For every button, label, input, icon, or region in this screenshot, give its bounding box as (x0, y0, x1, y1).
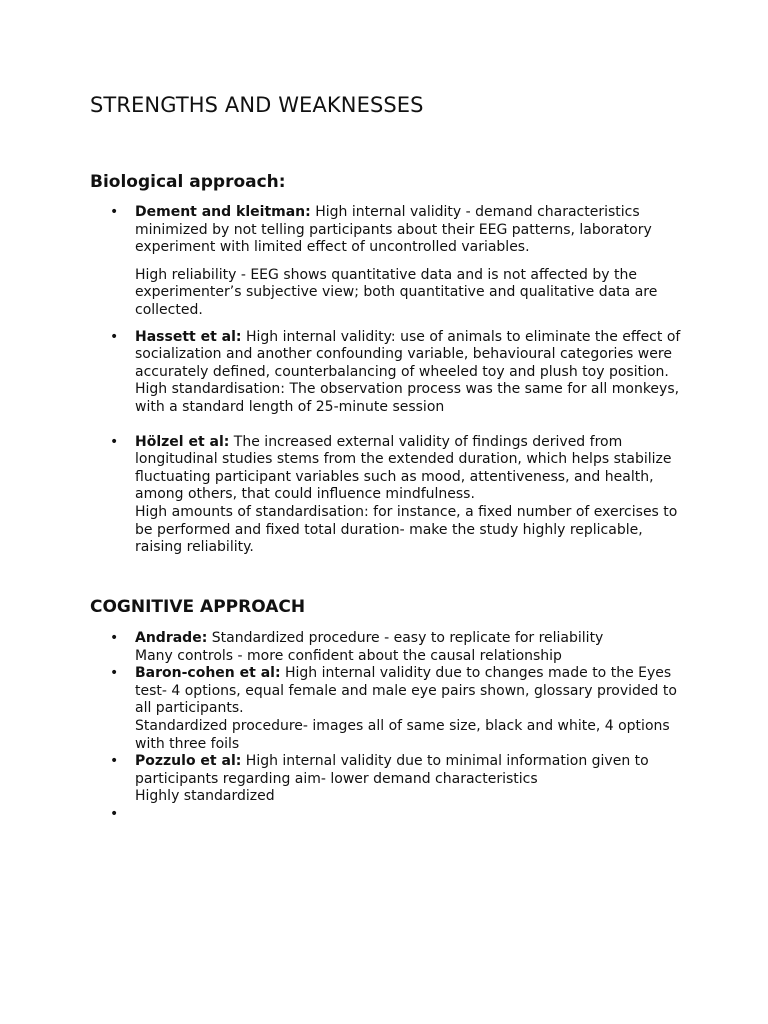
bullet: • (110, 433, 119, 450)
list-item (110, 753, 690, 806)
list-item (110, 329, 690, 417)
study-name: Baron-cohen et al: (135, 665, 281, 682)
list-item (110, 630, 690, 665)
study-extra: High reliability - EEG shows quantitative data and is not affected by the experimenter’s subjective view; both quantitative and qualitative data are collected. (135, 266, 658, 318)
study-extra: High amounts of standardisation: for instance, a fixed number of exercises to be performed and fixed total duration- make the study highly replicable, raising reliability. (135, 503, 678, 556)
study-text: High internal validity - demand characteristics minimized by not telling participants about their EEG patterns, laboratory experiment with limited effect of uncontrolled variables. (135, 204, 652, 256)
study-extra: Standardized procedure- images all of same size, black and white, 4 options with three foils (135, 717, 670, 752)
bullet: • (110, 328, 119, 345)
study-extra: Many controls - more confident about the causal relationship (135, 647, 562, 664)
study-extra: High standardisation: The observation process was the same for all monkeys, with a standard length of 25-minute session (135, 381, 680, 415)
study-text: High internal validity due to changes made to the Eyes test- 4 options, equal female and male eye pairs shown, glossary provided to all participants. (135, 665, 677, 717)
bullet: • (110, 204, 119, 220)
study-text: Standardized procedure - easy to replicate for reliability (207, 630, 604, 646)
bullet: • (110, 805, 119, 822)
list-item (110, 665, 690, 753)
study-name: Dement and kleitman: (135, 204, 311, 220)
cognitive-study-list (110, 630, 690, 824)
study-text: The increased external validity of findings derived from longitudinal studies stems from the extended duration, which helps stabilize fluctuating participant variables such as mood, attentiveness, and health, among others, that could influence mindfulness. (135, 433, 672, 503)
study-name: Hassett et al: (135, 328, 242, 345)
list-item (110, 434, 690, 557)
biological-study-list (110, 204, 690, 557)
section-heading-cognitive: COGNITIVE APPROACH (90, 597, 306, 617)
study-text: High internal validity: use of animals to eliminate the effect of socialization and another confounding variable, behavioural categories were accurately defined, counterbalancing of wheeled toy and plush toy position. (135, 328, 681, 380)
page-title: STRENGTHS AND WEAKNESSES (90, 93, 424, 117)
list-item (110, 204, 690, 320)
section-heading-biological: Biological approach: (90, 172, 286, 192)
study-name: Hölzel et al: (135, 433, 230, 450)
list-item-empty (110, 806, 690, 824)
bullet: • (110, 630, 119, 646)
study-extra: Highly standardized (135, 788, 275, 805)
bullet: • (110, 753, 119, 770)
study-text: High internal validity due to minimal information given to participants regarding aim- lower demand characteristics (135, 753, 649, 787)
study-name: Andrade: (135, 630, 208, 646)
bullet: • (110, 665, 119, 682)
study-name: Pozzulo et al: (135, 753, 242, 770)
